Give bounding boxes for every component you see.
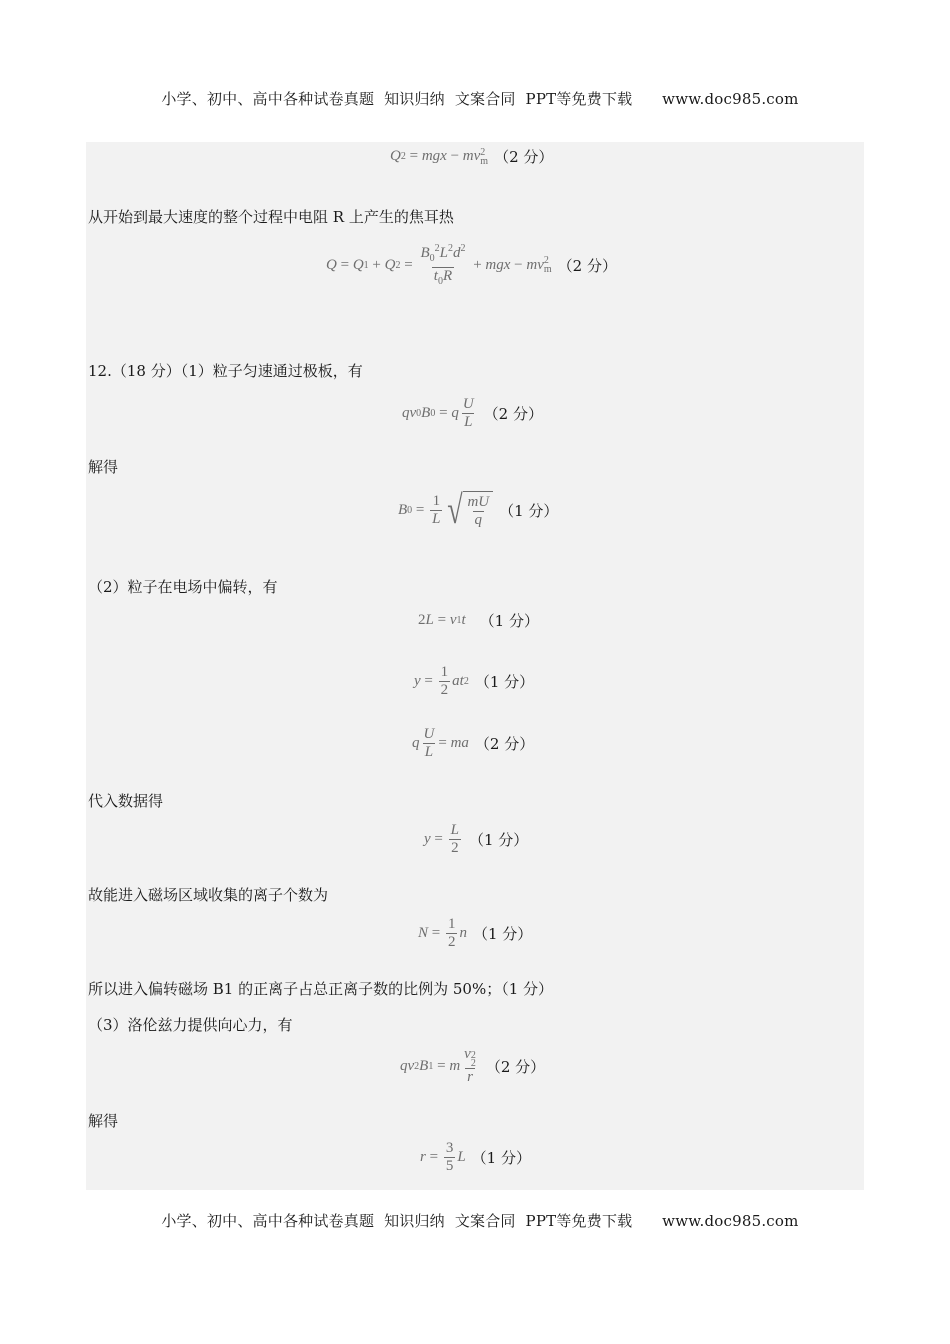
equation-q-total: Q = Q 1 + Q 2 = $\frac{B_0^2L^2d^2}{t_0R}$ + mgx − mv 2 m （2 分） (326, 240, 617, 290)
footer-url: www.doc985.com (662, 1212, 799, 1230)
score-2l: （1 分） (479, 612, 539, 630)
substitute-label: 代入数据得 (88, 792, 164, 810)
part3-title: （3）洛伦兹力提供向心力，有 (88, 1016, 293, 1034)
score-qv2: （2 分） (485, 1057, 546, 1076)
equation-q2: Q 2 = mgx − mv 2 m （2 分） (390, 146, 554, 167)
heat-description: 从开始到最大速度的整个过程中电阻 R 上产生的焦耳热 (88, 208, 454, 226)
score-qu: （2 分） (474, 735, 535, 753)
header-text: 小学、初中、高中各种试卷真题 知识归纳 文案合同 PPT等免费下载 (161, 90, 633, 108)
equation-y: y = $\frac{1}{2}$ at 2 （1 分） (414, 664, 535, 698)
score-r: （1 分） (471, 1149, 531, 1167)
footer-text: 小学、初中、高中各种试卷真题 知识归纳 文案合同 PPT等免费下载 (161, 1212, 633, 1230)
header-url: www.doc985.com (662, 90, 799, 108)
page-header (0, 70, 950, 109)
equation-2l: 2 L = v 1 t （1 分） (418, 612, 539, 630)
equation-r: r = $\frac{3}{5}$ L （1 分） (420, 1140, 531, 1174)
score-n: （1 分） (472, 925, 533, 943)
q12-title: 12.（18 分）（1）粒子匀速通过极板，有 (88, 362, 363, 380)
score-qvb: （2 分） (483, 405, 543, 423)
equation-qv2: qv 2 B 1 = m v 2 2 r （2 分） (400, 1046, 546, 1085)
solve-label-1: 解得 (88, 458, 119, 476)
equation-n: N = $\frac{1}{2}$ n （1 分） (418, 916, 533, 950)
score-b0: （1 分） (499, 501, 559, 520)
score-q2: （2 分） (494, 148, 554, 166)
score-y-l2: （1 分） (468, 831, 529, 849)
equation-b0: B 0 = $\frac{1}{L}$ √ $\frac{mU}{q}$ （1 分） (398, 487, 559, 532)
page-footer (0, 1192, 950, 1231)
solve-label-2: 解得 (88, 1112, 119, 1130)
equation-y-l2: y = $\frac{L}{2}$ （1 分） (424, 822, 529, 856)
equation-qu: q $\frac{U}{L}$ = ma （2 分） (412, 726, 535, 760)
collect-description: 故能进入磁场区域收集的离子个数为 (88, 886, 329, 904)
part2-title: （2）粒子在电场中偏转，有 (88, 578, 278, 596)
equation-qvb: qv 0 B 0 = q $\frac{U}{L}$ （2 分） (402, 396, 543, 430)
score-q-total: （2 分） (557, 256, 617, 275)
score-y: （1 分） (474, 673, 535, 691)
ratio-description: 所以进入偏转磁场 B1 的正离子占总正离子数的比例为 50%；（1 分） (88, 980, 554, 998)
